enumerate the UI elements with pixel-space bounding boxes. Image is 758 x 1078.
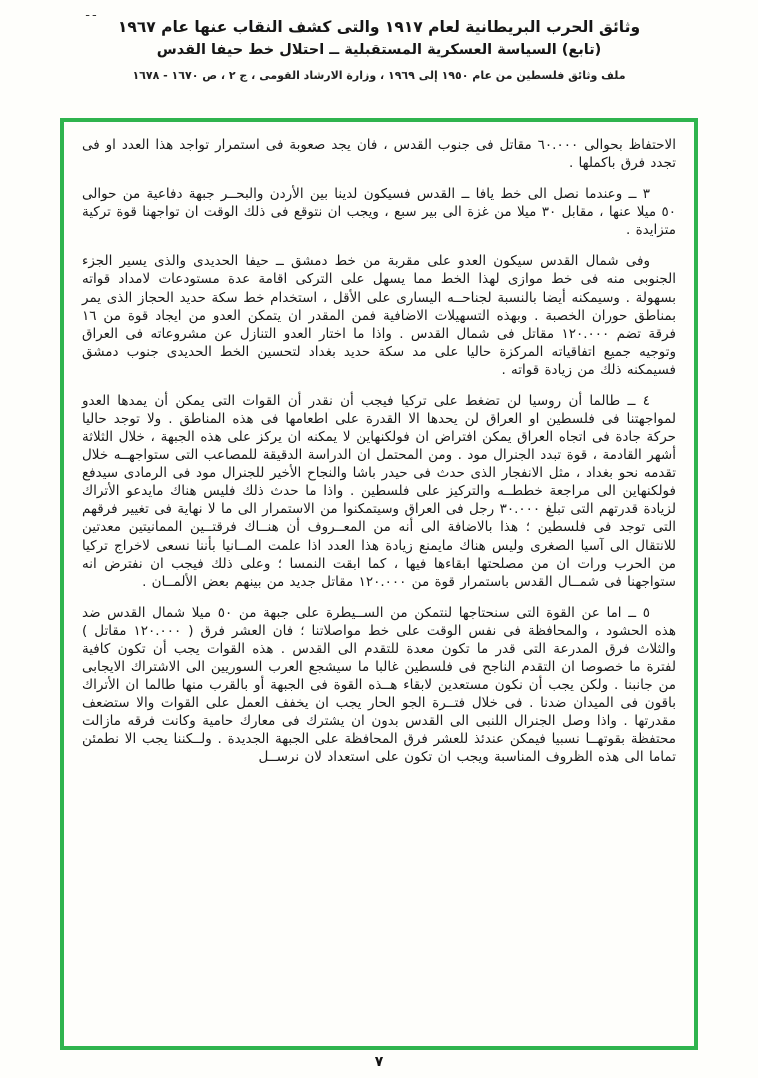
document-header bbox=[0, 0, 758, 84]
document-subtitle: (تابع) السياسة العسكرية المستقبلية ــ احتلال خط حيفا القدس bbox=[156, 42, 602, 59]
page-number: ٧ bbox=[374, 1054, 384, 1070]
paragraph-continuation: الاحتفاظ بحوالى ٦٠.٠٠٠ مقاتل فى جنوب القدس ، فان يجد صعوبة فى استمرار تواجد هذا العدد او فى تجدد فرق باكملها . bbox=[82, 137, 676, 172]
paragraph-item-5: ٥ ــ اما عن القوة التى سنحتاجها لنتمكن من الســيطرة على جبهة من ٥٠ ميلا شمال القدس ضد هذه الحشود ، والمحافظة فى نفس الوقت على خط مواصلاتنا ؛ فان العشر فرق ( ١٢٠.٠٠٠ مقاتل ) والثلاث فرق المدرعة التى قدر ما تكون معدة للتقدم الى القدس . هذه القوات يجب أن تكون كافية لفترة ما خصوصا ان التقدم الناجح فى فلسطين غالبا ما سيشجع العرب السوريين الى الاشتراك الايجابى من جانبنا . ولكن يجب أن نكون مستعدين لابقاء هــذه القوة فى الجبهة أو بالقرب منها طالما ان الأتراك باقون فى الميدان ضدنا . فى خلال فتــرة الجو الحار يجب ان يخفف العمل على القوات والا ستضعف مقدرتها . واذا وصل الجنرال اللنبى الى القدس بدون ان يشترك فى معارك حامية وكانت فرقه مازالت محتفظة بقوتهــا نسبيا فيمكن عندئذ للعشر فرق المحافظة على الجبهة الجديدة . ولــكننا يجب الا نطمئن تماما الى هذه الظروف المناسبة ويجب ان تكون على استعداد لان نرســل bbox=[82, 604, 676, 766]
paragraph-north-jerusalem: وفى شمال القدس سيكون العدو على مقربة من خط دمشق ــ حيفا الحديدى والذى يسير الجزء الجنوبى منه فى خط موازى لهذا الخط مما يسهل على التركى اقامة عدة مستودعات لامداد قواته بسهولة . وسيمكنه أيضا بالنسبة لجناحــه اليسارى على الأقل ، استخدام خط سكة حديد الحجاز الذى يمر بمناطق حوران الخصبة . وبهذه التسهيلات الاضافية فمن المقدر ان يتمكن العدو من ايجاد قوة من ١٦ فرقة تضم ١٢٠.٠٠٠ مقاتل فى شمال القدس . واذا ما اختار العدو التنازل عن مشروعاته فى العراق وتوجيه جميع اتفاقياته المركزة حاليا على مد سكة حديد بغداد لتحسين الخط الحديدى جنوب دمشق فسيمكنه ذلك من زيادة قواته . bbox=[82, 253, 677, 378]
document-source-citation: ملف وثائق فلسطين من عام ١٩٥٠ إلى ١٩٦٩ ، وزارة الارشاد القومى ، ج ٢ ، ص ١٦٧٠ - ١٦٧٨ bbox=[132, 69, 626, 83]
scan-artifact-mark: ـ ـ bbox=[86, 6, 96, 19]
paragraph-item-4: ٤ ــ طالما أن روسيا لن تضغط على تركيا فيجب أن نقدر أن القوات التى يمكن أن يمدها العدو لمواجهتنا فى فلسطين او العراق لن يحدها الا القدرة على اطعامها فى هذه المناطق . ولا توجد حاليا حركة جادة فى اتجاه العراق يمكن افتراض ان فولكنهاين لا يمكنه ان يركز على هذه الجبهة ، خلال الثلاثة أشهر القادمة ، قوة تبدد الجنرال مود . ومن المحتمل ان الدراسة الدقيقة للمصاعب التى ستواجهــه خلال تقدمه نحو بغداد ، مثل الانفجار الذى حدث فى حيدر باشا والنجاح الأخير للجنرال مود فى الرمادى سيدفع فولكنهاين الى مراجعة خططــه والتركيز على فلسطين . واذا ما حدث ذلك فليس هناك مايدعو الأتراك لزيادة قدرتهم التى تبلغ ٣٠.٠٠٠ رجل فى العراق وسيتمكنوا من الاستمرار الى ما لا نهاية فى تغيير فرقهم التى توجد فى فلسطين ؛ هذا بالاضافة الى أنه من المعــروف أن هنــاك فرقتــين الممانيتين معدتين للانتقال الى آسيا الصغرى وليس هناك مايمنع زيادة هذا العدد اذا علمت المــانيا بأننا نسعى لاخراج تركيا من الحرب ورات ان من مصلحتها ابقاءها فيها ، كما ابقت النمسا ؛ وعلى ذلك فيجب ان نفترض انه ستواجهنا فى شمــال القدس باستمرار قوة من ١٢٠.٠٠٠ مقاتل جديد من بينهم بعض الألمــان . bbox=[82, 392, 676, 590]
paragraph-item-3: ٣ ــ وعندما نصل الى خط يافا ــ القدس فسيكون لدينا بين الأردن والبحــر جبهة دفاعية من حوالى ٥٠ ميلا عنها ، مقابل ٣٠ ميلا من غزة الى بير سبع ، ويجب ان نتوقع فى ذلك الوقت ان تواجهنا قوة تركية متزايدة . bbox=[82, 186, 676, 239]
document-title: وثائق الحرب البريطانية لعام ١٩١٧ والتى كشف النقاب عنها عام ١٩٦٧ bbox=[117, 18, 641, 36]
green-text-frame bbox=[60, 118, 698, 1050]
